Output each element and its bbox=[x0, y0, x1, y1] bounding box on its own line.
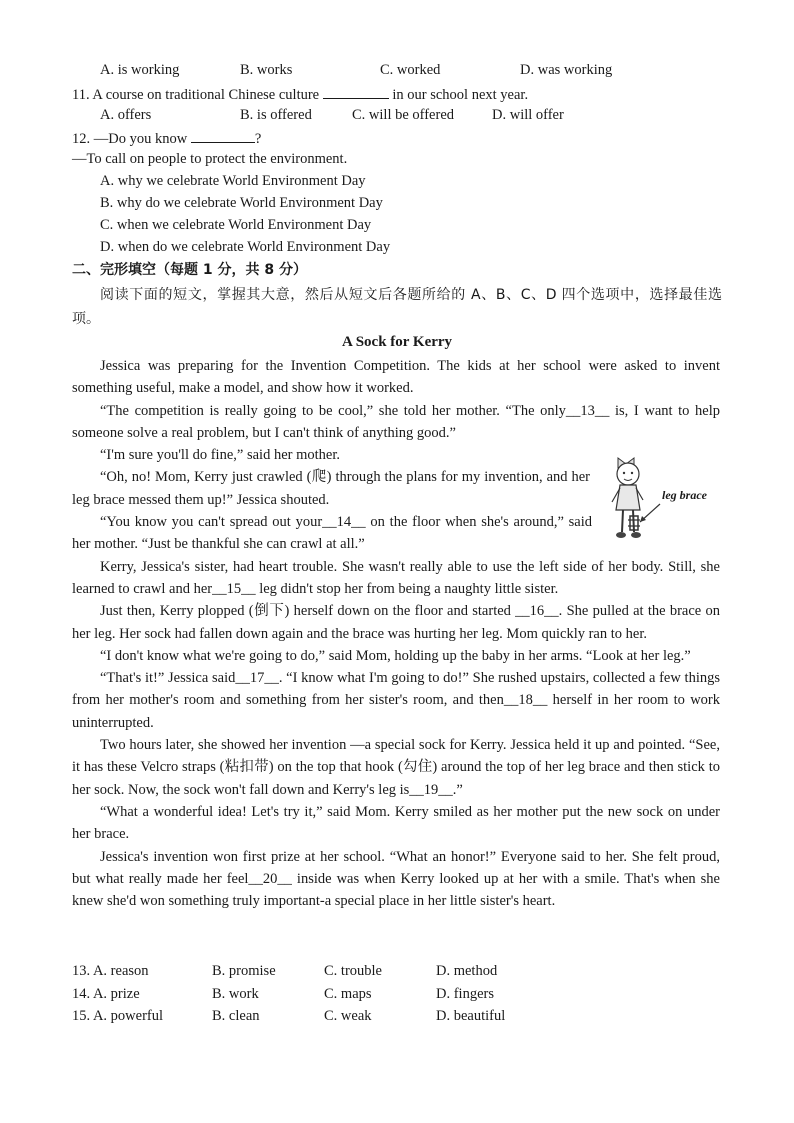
paragraph-12: Jessica's invention won first prize at her school. “What an honor!” Everyone said to her. She felt proud, but what really made her feel__20__ inside was when Kerry looked up at her with a smile. That's when she knew she'd won something truly important-a special place in her little sister's heart. bbox=[72, 848, 720, 910]
option-a: A. powerful bbox=[92, 1008, 164, 1024]
option-a: A. prize bbox=[92, 986, 140, 1002]
figure-label: leg brace bbox=[662, 488, 707, 502]
q10-option-a: A. is working bbox=[100, 62, 180, 78]
q12-option-b: B. why do we celebrate World Environment Day bbox=[100, 195, 383, 211]
q14-row bbox=[72, 985, 140, 1003]
passage-body bbox=[72, 355, 720, 912]
q13-option-d: D. method bbox=[436, 963, 498, 979]
q12-stem-text: 12. —Do you know bbox=[72, 131, 188, 147]
leg-brace-illustration bbox=[606, 452, 726, 542]
q12-option-c: C. when we celebrate World Environment Day bbox=[100, 217, 372, 233]
q14-option-c: C. maps bbox=[324, 986, 372, 1002]
q14-option-b: B. work bbox=[212, 986, 259, 1002]
q10-option-b: B. works bbox=[240, 62, 293, 78]
question-number: 14. bbox=[72, 986, 91, 1002]
paragraph-9: “That's it!” Jessica said__17__. “I know what I'm going to do!” She rushed upstairs, collected a few things from her mother's room and something from her sister's room, and then__18__ herself in her room to work uninterrupted. bbox=[72, 670, 720, 731]
q15-option-c: C. weak bbox=[324, 1008, 372, 1024]
q12-answer-line: —To call on people to protect the environment. bbox=[72, 151, 348, 167]
q12-stem bbox=[72, 128, 261, 148]
q12-option-d: D. when do we celebrate World Environment Day bbox=[100, 239, 391, 255]
q11-stem-start: 11. A course on traditional Chinese culture bbox=[72, 87, 320, 103]
paragraph-7: Just then, Kerry plopped (倒下) herself down on the floor and started __16__. She pulled at the brace on her leg. Her sock had fallen down again and the brace was hurting her leg. Mom quickly ran to her. bbox=[72, 603, 720, 642]
q11-stem bbox=[72, 84, 528, 104]
option-a: A. reason bbox=[92, 963, 149, 979]
q12-option-a: A. why we celebrate World Environment Day bbox=[100, 173, 366, 189]
section-heading: 二、完形填空（每题 1 分，共 8 分） bbox=[72, 262, 307, 278]
paragraph-10: Two hours later, she showed her invention —a special sock for Kerry. Jessica held it up and pointed. “See, it has these Velcro straps (粘扣带) on the top that hook (勾住) around the top of her leg brace and then stick to her sock. Now, the sock won't fall down and Kerry's leg is__19__.” bbox=[72, 737, 720, 798]
paragraph-11: “What a wonderful idea! Let's try it,” said Mom. Kerry smiled as her mother put the new sock on under her brace. bbox=[72, 803, 720, 843]
q11-option-d: D. will offer bbox=[492, 107, 564, 123]
paragraph-5: “You know you can't spread out your__14__ on the floor when she's around,” said her mother. “Just be thankful she can crawl at all.” bbox=[72, 514, 592, 553]
paragraph-6: Kerry, Jessica's sister, had heart trouble. She wasn't really able to use the left side of her body. Still, she learned to crawl and her__15__ leg didn't stop her from being a naughty little sister. bbox=[72, 558, 720, 597]
q13-option-b: B. promise bbox=[212, 963, 276, 979]
paragraph-3: “I'm sure you'll do fine,” said her mother. bbox=[100, 447, 340, 464]
section-instruction: 阅读下面的短文，掌握其大意，然后从短文后各题所给的 A、B、C、D 四个选项中，选择最佳选项。 bbox=[72, 287, 722, 327]
q11-option-a: A. offers bbox=[100, 107, 152, 123]
q11-blank bbox=[323, 84, 389, 99]
paragraph-4: “Oh, no! Mom, Kerry just crawled (爬) through the plans for my invention, and her leg brace messed them up!” Jessica shouted. bbox=[72, 469, 590, 508]
q11-stem-end: in our school next year. bbox=[392, 87, 529, 103]
passage-title: A Sock for Kerry bbox=[341, 334, 453, 350]
q15-option-b: B. clean bbox=[212, 1008, 260, 1024]
paragraph-8: “I don't know what we're going to do,” said Mom, holding up the baby in her arms. “Look at her leg.” bbox=[100, 647, 691, 664]
q12-question-mark: ? bbox=[254, 131, 262, 147]
q13-row bbox=[72, 962, 149, 980]
q10-option-d: D. was working bbox=[520, 62, 613, 78]
question-number: 13. bbox=[72, 963, 91, 979]
q14-option-d: D. fingers bbox=[436, 986, 494, 1002]
paragraph-2: “The competition is really going to be cool,” she told her mother. “The only__13__ is, I want to help someone solve a real problem, but I can't think of anything good.” bbox=[72, 402, 720, 441]
q15-row bbox=[72, 1007, 163, 1025]
q12-blank bbox=[191, 128, 255, 143]
q13-option-c: C. trouble bbox=[324, 963, 382, 979]
q15-option-d: D. beautiful bbox=[436, 1008, 506, 1024]
q11-option-b: B. is offered bbox=[240, 107, 312, 123]
question-number: 15. bbox=[72, 1008, 91, 1024]
paragraph-1: Jessica was preparing for the Invention Competition. The kids at her school were asked to invent something useful, make a model, and show how it worked. bbox=[72, 358, 720, 397]
q11-option-c: C. will be offered bbox=[352, 107, 455, 123]
q10-option-c: C. worked bbox=[380, 62, 441, 78]
